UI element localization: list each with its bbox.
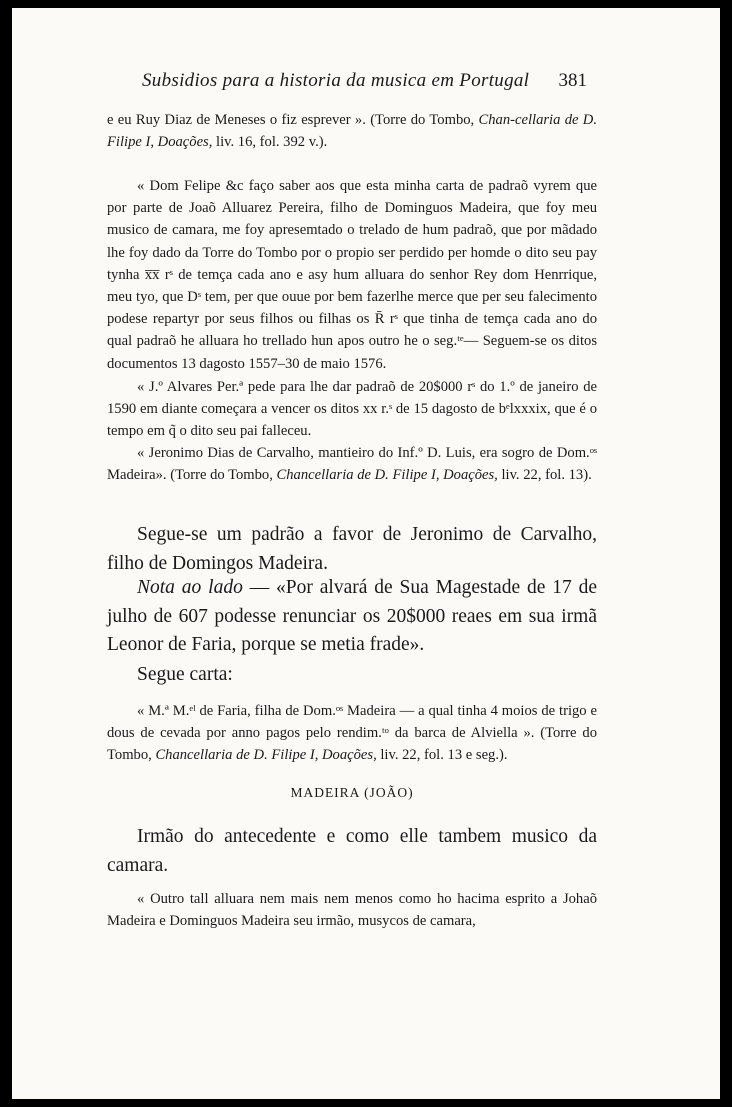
quote-text: « Outro tall alluara nem mais nem menos como ho hacima esprito a Johaõ Madeira e Dominguos Madeira seu irmão, musycos de camara,	[107, 891, 597, 930]
document-quote-4	[107, 700, 597, 767]
citation-ref: liv. 16, fol. 392 v.).	[212, 134, 328, 151]
page-number: 381	[558, 70, 587, 91]
note-lead: Nota ao lado	[137, 577, 243, 598]
running-header	[142, 70, 587, 92]
quote-text: « M.ª M.ᵉˡ de Faria, filha de Dom.ᵒˢ Madeira — a qual tinha 4 moios de trigo e dous de cevada por anno pagos pelo rendim.ᵗᵒ da barca de Alviella ». (Torre do Tombo,	[107, 703, 597, 764]
section-heading: MADEIRA (JOÃO)	[290, 785, 414, 800]
body-paragraph-4	[107, 823, 597, 880]
running-title: Subsidios para a historia da musica em Portugal	[142, 70, 530, 91]
body-paragraph-3	[107, 661, 597, 690]
quote-text: « Jeronimo Dias de Carvalho, mantieiro do Inf.º D. Luis, era sogro de Dom.ᵒˢ Madeira». (Torre do Tombo,	[107, 445, 597, 484]
quote-text: « Dom Felipe &c faço saber aos que esta minha carta de padraõ vyrem que por parte de Joaõ Alluarez Pereira, filho de Dominguos Madeira, que foy meu musico de camara, me foy apresemtado o trelado de hum padraõ, que por mãdado lhe foy dado da Torre do Tombo por o propio ser perdido per homde o dito seu pay tynha x̅x̅ rˢ de temça cada ano e asy hum alluara do senhor Rey dom Henrrique, meu tyo, que Dˢ tem, per que ouue por bem fazerlhe merce que per seu falecimento podese repartyr por seus filhos ou filhas os R̄ rˢ que tinha de temça cada ano do qual padraõ he alluara ho trellado hun apos outro he o seg.ᵗᵉ— Seguem-se os ditos documentos 13 dagosto 1557–30 de maio 1576.	[107, 178, 597, 372]
document-quote-5	[107, 888, 597, 932]
body-paragraph-2	[107, 574, 597, 660]
citation-title-cont: cellaria de D. Filipe I, Doações,	[107, 112, 597, 151]
document-quote-2	[107, 376, 597, 443]
body-text: Irmão do antecedente e como elle tambem musico da camara.	[107, 826, 597, 876]
page	[12, 8, 720, 1099]
citation-ref: liv. 22, fol. 13).	[497, 467, 592, 484]
body-text: — «Por alvará de Sua Magestade de 17 de julho de 607 podesse renunciar os 20$000 reaes em sua irmã Leonor de Faria, porque se metia frade».	[107, 577, 597, 655]
document-quote-1	[107, 175, 597, 375]
quote-text: « J.º Alvares Per.ª pede para lhe dar padraõ de 20$000 rˢ do 1.º de janeiro de 1590 em diante começara a vencer os ditos xx r.ˢ de 15 dagosto de bᵉlxxxix, que é o tempo em q̃ o dito seu pai falleceu.	[107, 379, 597, 440]
document-quote-3	[107, 442, 597, 486]
citation-title: Chan-	[478, 112, 515, 128]
citation-text: e eu Ruy Diaz de Meneses o fiz esprever ». (Torre do Tombo,	[107, 112, 479, 128]
citation-title: Chancellaria de D. Filipe I, Doações,	[276, 467, 498, 484]
body-text: Segue carta:	[137, 664, 233, 685]
citation-paragraph	[107, 109, 597, 153]
body-text: Segue-se um padrão a favor de Jeronimo de Carvalho, filho de Domingos Madeira.	[107, 524, 597, 574]
citation-ref: liv. 22, fol. 13 e seg.).	[376, 747, 508, 764]
body-paragraph-1	[107, 521, 597, 578]
citation-title: Chancellaria de D. Filipe I, Doações,	[155, 747, 377, 764]
